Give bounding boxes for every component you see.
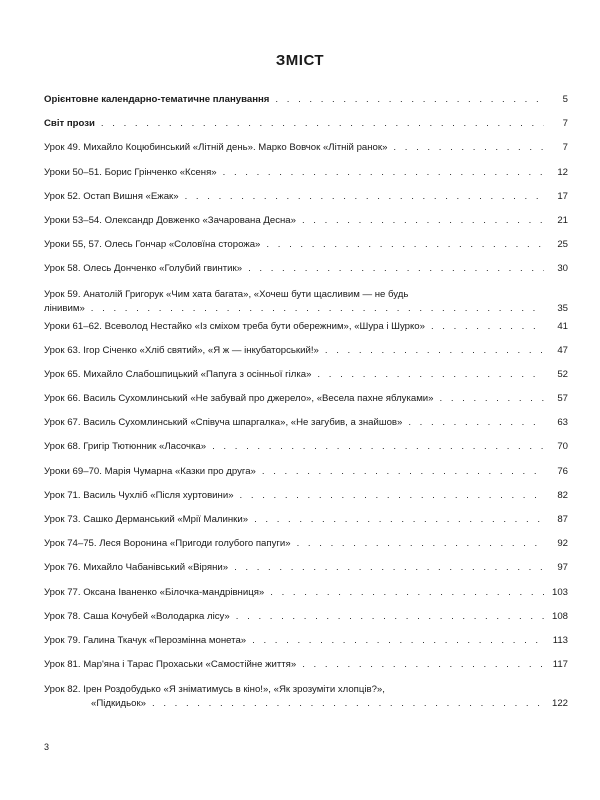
toc-entry: [44, 490, 568, 514]
toc-entry-title: Урок 73. Сашко Дерманський «Мрії Малинки»: [44, 514, 249, 525]
toc-leader-dots: [297, 538, 544, 549]
toc-entry-page: 35: [557, 302, 568, 314]
toc-entry-page: 12: [557, 166, 568, 178]
toc-entry: [44, 142, 568, 166]
toc-entry-page: 103: [551, 586, 568, 598]
toc-entry-page: 63: [557, 417, 568, 429]
toc-entry-page: 82: [557, 489, 568, 501]
toc-entry-title: Світ прози: [44, 118, 95, 130]
toc-entry: [44, 683, 568, 716]
toc-entry-page: 30: [557, 263, 568, 275]
toc-leader-dots: [262, 466, 544, 477]
toc-leader-dots: [302, 659, 544, 670]
toc-entry-title: Уроки 50–51. Борис Грінченко «Ксеня»: [44, 166, 217, 178]
toc-leader-dots: [440, 393, 545, 404]
toc-leader-dots: [325, 345, 544, 356]
toc-entry-page: 25: [557, 239, 568, 251]
toc-entry-page: 41: [557, 320, 568, 332]
toc-entry-title: Уроки 55, 57. Олесь Гончар «Соловїна сторожа»: [44, 239, 261, 251]
toc-entry-title: Урок 71. Василь Чухліб «Після хуртовини»: [44, 489, 234, 501]
toc-entry-title-line: Урок 59. Анатолій Григорук «Чим хата багата», «Хочеш бути щасливим — не будь: [44, 288, 409, 300]
toc-entry-title: Урок 49. Михайло Коцюбинський «Літній день». Марко Вовчок «Літній ранок»: [44, 142, 388, 154]
toc-leader-dots: [270, 587, 544, 598]
toc-leader-dots: [393, 142, 544, 153]
toc-entry-title: Уроки 69–70. Марія Чумарна «Казки про друга»: [44, 465, 256, 477]
toc-leader-dots: [236, 611, 544, 622]
toc-entry-title: лінивим»: [44, 302, 85, 314]
toc-entry: [44, 587, 568, 611]
toc-entry: [44, 466, 568, 490]
toc-entry: [44, 562, 568, 586]
toc-entry-page: 92: [557, 538, 568, 550]
toc-leader-dots: [234, 562, 544, 573]
toc-entry-title-line: Урок 82. Ірен Роздобудько «Я зніматимусь в кіно!», «Як зрозуміти хлопців?»,: [44, 684, 385, 696]
toc-entry: [44, 321, 568, 345]
toc-entry-title: «Підкидьок»: [91, 698, 146, 710]
toc-entry-page: 5: [562, 94, 568, 105]
toc-leader-dots: [152, 697, 544, 711]
toc-entry: [44, 538, 568, 562]
toc-entry: [44, 215, 568, 239]
toc-leader-dots: [266, 239, 544, 250]
toc-leader-dots: [101, 118, 544, 129]
toc-entry-page: 47: [557, 344, 568, 356]
toc-leader-dots: [185, 191, 544, 202]
toc-entry-page: 17: [557, 190, 568, 202]
table-of-contents: [44, 94, 568, 716]
toc-entry-title: Уроки 53–54. Олександр Довженко «Зачарована Десна»: [44, 214, 296, 226]
toc-entry-page: 87: [557, 514, 568, 525]
page-title: ЗМІСТ: [275, 52, 325, 69]
toc-entry-page: 108: [551, 610, 568, 622]
toc-entry-title: Урок 78. Саша Кочубей «Володарка лісу»: [44, 610, 230, 622]
toc-entry-title: Урок 63. Ігор Січенко «Хліб святий», «Я ж — інкубаторський!»: [44, 344, 319, 356]
toc-entry: [44, 263, 568, 287]
toc-entry-title: Урок 79. Галина Ткачук «Перозмінна монета»: [44, 634, 247, 646]
toc-leader-dots: [317, 369, 544, 380]
toc-entry-title: Урок 68. Григір Тютюнник «Ласочка»: [44, 441, 207, 453]
toc-entry-page: 52: [557, 368, 568, 380]
toc-entry-title: Урок 74–75. Леся Воронина «Пригоди голубого папуги»: [44, 538, 291, 550]
toc-entry-page: 7: [562, 142, 568, 154]
toc-leader-dots: [431, 321, 544, 332]
toc-entry-title: Урок 66. Василь Сухомлинський «Не забувай про джерело», «Весела пахне яблуками»: [44, 393, 434, 405]
toc-entry: [44, 659, 568, 683]
toc-entry: [44, 514, 568, 538]
toc-leader-dots: [408, 417, 544, 428]
toc-entry-title: Урок 58. Олесь Донченко «Голубий гвинтик»: [44, 263, 243, 275]
toc-leader-dots: [302, 215, 544, 226]
toc-entry: [44, 393, 568, 417]
toc-entry: [44, 239, 568, 263]
toc-entry-page: 117: [552, 659, 568, 671]
toc-leader-dots: [252, 635, 544, 646]
toc-entry-page: 7: [562, 118, 568, 130]
toc-entry-title: Урок 67. Василь Сухомлинський «Співуча шпаргалка», «Не загубив, а знайшов»: [44, 417, 403, 429]
toc-entry: [44, 191, 568, 215]
page-number: 3: [44, 742, 50, 752]
toc-entry: [44, 288, 568, 321]
toc-entry-page: 57: [557, 393, 568, 405]
toc-entry: [44, 345, 568, 369]
toc-entry-page: 70: [557, 441, 568, 453]
toc-entry: [44, 369, 568, 393]
toc-entry-title: Урок 77. Оксана Іваненко «Білочка-мандрівниця»: [44, 586, 265, 598]
toc-entry: [44, 167, 568, 191]
toc-leader-dots: [240, 490, 544, 501]
toc-entry-title: Урок 52. Остап Вишня «Ежак»: [44, 190, 179, 202]
toc-entry-page: 76: [557, 465, 568, 477]
toc-entry-title: Урок 81. Мар'яна і Тарас Прохаськи «Самостійне життя»: [44, 659, 297, 671]
toc-entry: [44, 441, 568, 465]
toc-entry-title: Орієнтовне календарно-тематичне планування: [44, 94, 270, 105]
toc-entry: [44, 417, 568, 441]
toc-entry: [44, 611, 568, 635]
toc-leader-dots: [212, 441, 544, 452]
toc-leader-dots: [223, 167, 544, 178]
toc-leader-dots: [254, 514, 544, 525]
toc-entry-title: Урок 76. Михайло Чабанівський «Віряни»: [44, 562, 229, 574]
toc-leader-dots: [91, 302, 544, 316]
toc-entry-page: 21: [557, 214, 568, 226]
toc-leader-dots: [275, 94, 544, 105]
toc-entry-page: 113: [552, 634, 568, 646]
toc-entry-title: Урок 65. Михайло Слабошпицький «Папуга з осінньої гілка»: [44, 368, 312, 380]
toc-entry-page: 122: [551, 698, 568, 710]
toc-entry-page: 97: [557, 562, 568, 574]
toc-entry-title: Уроки 61–62. Всеволод Нестайко «Із сміхом треба бути обережним», «Шура і Шурко»: [44, 320, 425, 332]
toc-entry: [44, 118, 568, 142]
toc-leader-dots: [248, 263, 544, 274]
toc-entry: [44, 94, 568, 118]
toc-entry: [44, 635, 568, 659]
